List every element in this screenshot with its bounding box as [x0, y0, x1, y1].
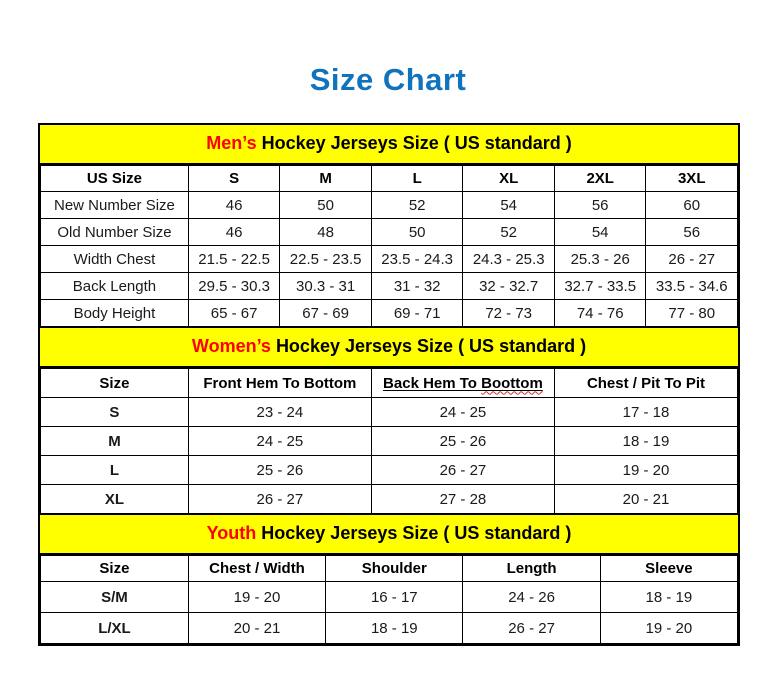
mens-column-header: L [371, 166, 463, 192]
youth-band-accent: Youth [206, 523, 257, 543]
mens-column-header: 2XL [554, 166, 646, 192]
womens-column-header: Chest / Pit To Pit [554, 369, 737, 398]
mens-table-cell: 32 - 32.7 [463, 273, 555, 300]
mens-table-cell: 26 - 27 [646, 246, 738, 273]
youth-table-row [41, 582, 738, 613]
mens-table-row [41, 219, 738, 246]
mens-table-cell: 52 [371, 192, 463, 219]
youth-header-row [41, 556, 738, 582]
mens-table-cell: 74 - 76 [554, 300, 646, 327]
mens-table-cell: 22.5 - 23.5 [280, 246, 372, 273]
mens-table-cell: 56 [554, 192, 646, 219]
womens-table-cell: 20 - 21 [554, 485, 737, 514]
womens-table-cell: 18 - 19 [554, 427, 737, 456]
mens-table-cell: 69 - 71 [371, 300, 463, 327]
mens-table-row [41, 300, 738, 327]
mens-header-row [41, 166, 738, 192]
youth-table-cell: 24 - 26 [463, 582, 600, 613]
youth-table-cell: 20 - 21 [188, 613, 325, 644]
youth-table-cell: 26 - 27 [463, 613, 600, 644]
mens-table-cell: 30.3 - 31 [280, 273, 372, 300]
mens-table-row [41, 192, 738, 219]
mens-row-label: Old Number Size [41, 219, 189, 246]
mens-table-cell: 54 [554, 219, 646, 246]
womens-column-header: Front Hem To Bottom [188, 369, 371, 398]
mens-row-label: New Number Size [41, 192, 189, 219]
youth-column-header: Size [41, 556, 189, 582]
mens-section [40, 125, 738, 327]
mens-table-cell: 31 - 32 [371, 273, 463, 300]
mens-column-header: M [280, 166, 372, 192]
mens-table-cell: 67 - 69 [280, 300, 372, 327]
womens-section [40, 327, 738, 514]
youth-table-cell: 18 - 19 [326, 613, 463, 644]
mens-table-cell: 25.3 - 26 [554, 246, 646, 273]
womens-band-accent: Women’s [191, 336, 271, 356]
mens-row-label: Back Length [41, 273, 189, 300]
womens-table-cell: 27 - 28 [371, 485, 554, 514]
womens-table-cell: 19 - 20 [554, 456, 737, 485]
youth-column-header: Sleeve [600, 556, 737, 582]
mens-table-cell: 23.5 - 24.3 [371, 246, 463, 273]
womens-table-row [41, 456, 738, 485]
womens-table-row [41, 427, 738, 456]
mens-band-accent: Men’s [206, 133, 257, 153]
youth-row-label: S/M [41, 582, 189, 613]
mens-table-cell: 48 [280, 219, 372, 246]
mens-row-label: Body Height [41, 300, 189, 327]
womens-table-cell: 26 - 27 [371, 456, 554, 485]
womens-row-label: M [41, 427, 189, 456]
youth-table-cell: 18 - 19 [600, 582, 737, 613]
womens-row-label: L [41, 456, 189, 485]
womens-table-cell: 17 - 18 [554, 398, 737, 427]
youth-column-header: Shoulder [326, 556, 463, 582]
youth-column-header: Chest / Width [188, 556, 325, 582]
youth-table-cell: 16 - 17 [326, 582, 463, 613]
mens-table-cell: 52 [463, 219, 555, 246]
youth-section [40, 514, 738, 644]
youth-table-cell: 19 - 20 [188, 582, 325, 613]
womens-table-row [41, 398, 738, 427]
womens-table-cell: 26 - 27 [188, 485, 371, 514]
underlined-header-text: Back Hem To Boottom [383, 374, 543, 392]
mens-table-cell: 21.5 - 22.5 [188, 246, 280, 273]
mens-table-cell: 46 [188, 192, 280, 219]
mens-column-header: S [188, 166, 280, 192]
womens-table [40, 368, 738, 514]
womens-row-label: S [41, 398, 189, 427]
womens-band-text: Hockey Jerseys Size ( US standard ) [275, 336, 587, 356]
mens-table-cell: 46 [188, 219, 280, 246]
mens-table-cell: 33.5 - 34.6 [646, 273, 738, 300]
youth-table-row [41, 613, 738, 644]
mens-table-cell: 56 [646, 219, 738, 246]
womens-table-cell: 23 - 24 [188, 398, 371, 427]
mens-table-cell: 24.3 - 25.3 [463, 246, 555, 273]
page-title: Size Chart [309, 62, 467, 97]
womens-table-cell: 24 - 25 [188, 427, 371, 456]
youth-row-label: L/XL [41, 613, 189, 644]
mens-column-header: 3XL [646, 166, 738, 192]
womens-header-row [41, 369, 738, 398]
mens-table-cell: 32.7 - 33.5 [554, 273, 646, 300]
mens-table-cell: 50 [280, 192, 372, 219]
youth-band-text: Hockey Jerseys Size ( US standard ) [261, 523, 572, 543]
mens-column-header: XL [463, 166, 555, 192]
mens-table-cell: 72 - 73 [463, 300, 555, 327]
mens-row-label: Width Chest [41, 246, 189, 273]
spellcheck-squiggle-word: Boottom [481, 374, 543, 392]
youth-table-cell: 19 - 20 [600, 613, 737, 644]
mens-table-row [41, 273, 738, 300]
youth-band [40, 514, 738, 555]
mens-table-cell: 50 [371, 219, 463, 246]
womens-band [40, 327, 738, 368]
mens-table-cell: 77 - 80 [646, 300, 738, 327]
womens-column-header: Size [41, 369, 189, 398]
mens-table-cell: 60 [646, 192, 738, 219]
mens-table-cell: 65 - 67 [188, 300, 280, 327]
size-chart [38, 123, 740, 646]
womens-row-label: XL [41, 485, 189, 514]
mens-column-header: US Size [41, 166, 189, 192]
womens-table-cell: 25 - 26 [188, 456, 371, 485]
mens-table-row [41, 246, 738, 273]
womens-table-cell: 25 - 26 [371, 427, 554, 456]
mens-table-cell: 54 [463, 192, 555, 219]
womens-table-row [41, 485, 738, 514]
womens-table-cell: 24 - 25 [371, 398, 554, 427]
mens-band-text: Hockey Jerseys Size ( US standard ) [261, 133, 572, 153]
mens-band [40, 125, 738, 165]
youth-table [40, 555, 738, 644]
youth-column-header: Length [463, 556, 600, 582]
womens-column-header [371, 369, 554, 398]
mens-table [40, 165, 738, 327]
mens-table-cell: 29.5 - 30.3 [188, 273, 280, 300]
